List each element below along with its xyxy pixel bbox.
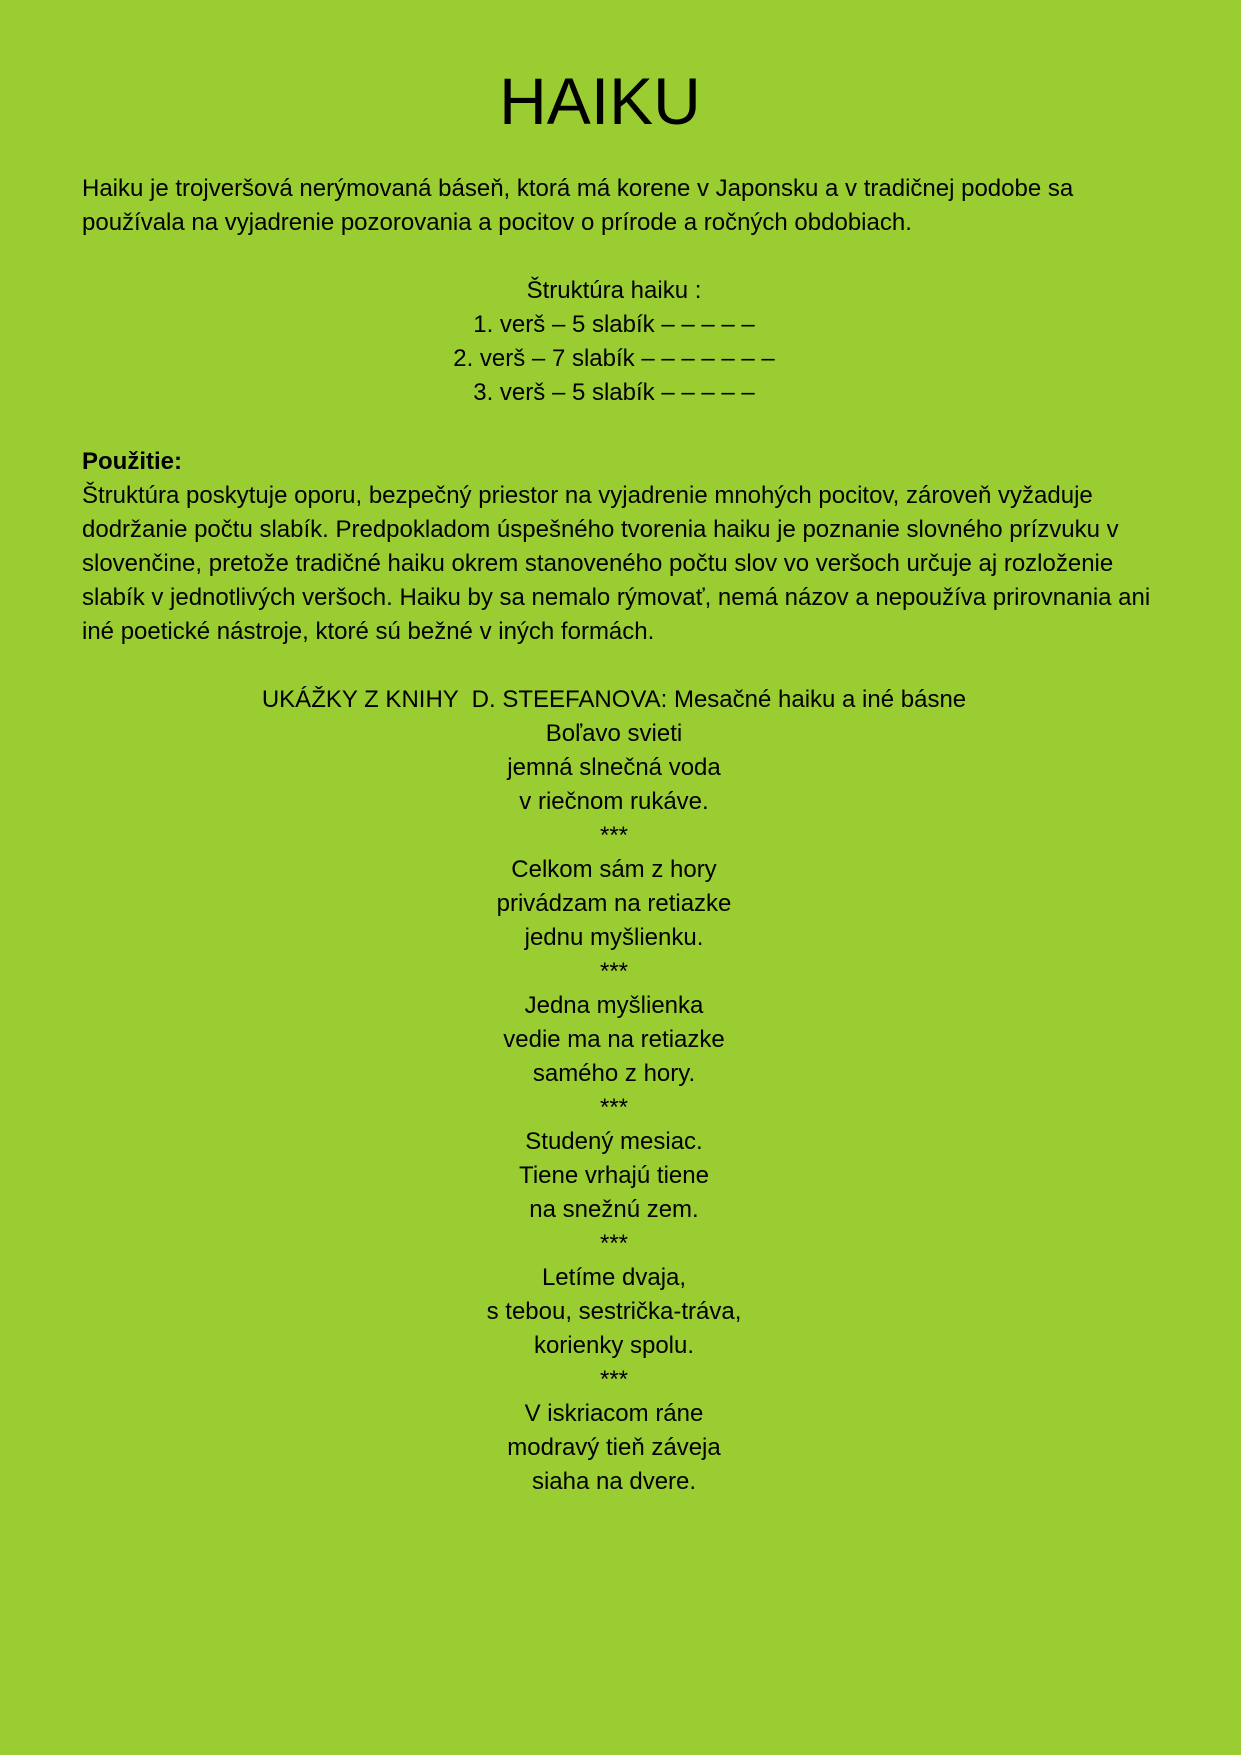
structure-section	[0, 274, 1228, 410]
poem-separator: ***	[599, 1230, 629, 1257]
structure-line: 2. verš – 7 slabík – – – – – – –	[453, 345, 775, 372]
poem-separator: ***	[599, 822, 629, 849]
poem-line: jednu myšlienku.	[524, 924, 704, 951]
usage-section	[82, 445, 1162, 649]
structure-line: 1. verš – 5 slabík – – – – –	[473, 311, 755, 338]
page-title: HAIKU	[499, 64, 701, 138]
usage-heading: Použitie:	[82, 448, 182, 475]
poem-line: v riečnom rukáve.	[519, 788, 709, 815]
poem-line: Jedna myšlienka	[524, 992, 704, 1019]
samples-heading: UKÁŽKY Z KNIHY D. STEEFANOVA: Mesačné haiku a iné básne	[261, 686, 967, 713]
poem-line: Letíme dvaja,	[541, 1264, 687, 1291]
samples-section	[0, 683, 1228, 1499]
usage-paragraph: Štruktúra poskytuje oporu, bezpečný priestor na vyjadrenie mnohých pocitov, zároveň vyžaduje dodržanie počtu slabík. Predpokladom úspešného tvorenia haiku je poznanie slovného prízvuku v slovenčine, pretože tradičné haiku okrem stanoveného počtu slov vo veršoch určuje aj rozloženie slabík v jednotlivých veršoch. Haiku by sa nemalo rýmovať, nemá názov a nepoužíva prirovnania ani iné poetické nástroje, ktoré sú bežné v iných formách.	[82, 482, 1151, 645]
poem-separator: ***	[599, 1366, 629, 1393]
poem-separator: ***	[599, 958, 629, 985]
poem-line: V iskriacom ráne	[524, 1400, 704, 1427]
structure-heading: Štruktúra haiku :	[526, 277, 702, 304]
poem-line: modravý tieň záveja	[507, 1434, 721, 1461]
poem-line: siaha na dvere.	[531, 1468, 697, 1495]
poem-line: Boľavo svieti	[545, 720, 683, 747]
poem-line: korienky spolu.	[533, 1332, 695, 1359]
poem-line: samého z hory.	[532, 1060, 696, 1087]
poem-line: Studený mesiac.	[525, 1128, 703, 1155]
poem-line: jemná slnečná voda	[507, 754, 721, 781]
poem-line: s tebou, sestrička-tráva,	[486, 1298, 742, 1325]
poem-separator: ***	[599, 1094, 629, 1121]
intro-paragraph: Haiku je trojveršová nerýmovaná báseň, ktorá má korene v Japonsku a v tradičnej podobe sa používala na vyjadrenie pozorovania a pocitov o prírode a ročných obdobiach.	[82, 175, 1074, 236]
poem-line: Celkom sám z hory	[511, 856, 717, 883]
poem-line: na snežnú zem.	[529, 1196, 699, 1223]
structure-line: 3. verš – 5 slabík – – – – –	[473, 379, 755, 406]
poem-line: privádzam na retiazke	[496, 890, 732, 917]
poem-line: vedie ma na retiazke	[503, 1026, 725, 1053]
poem-line: Tiene vrhajú tiene	[519, 1162, 709, 1189]
